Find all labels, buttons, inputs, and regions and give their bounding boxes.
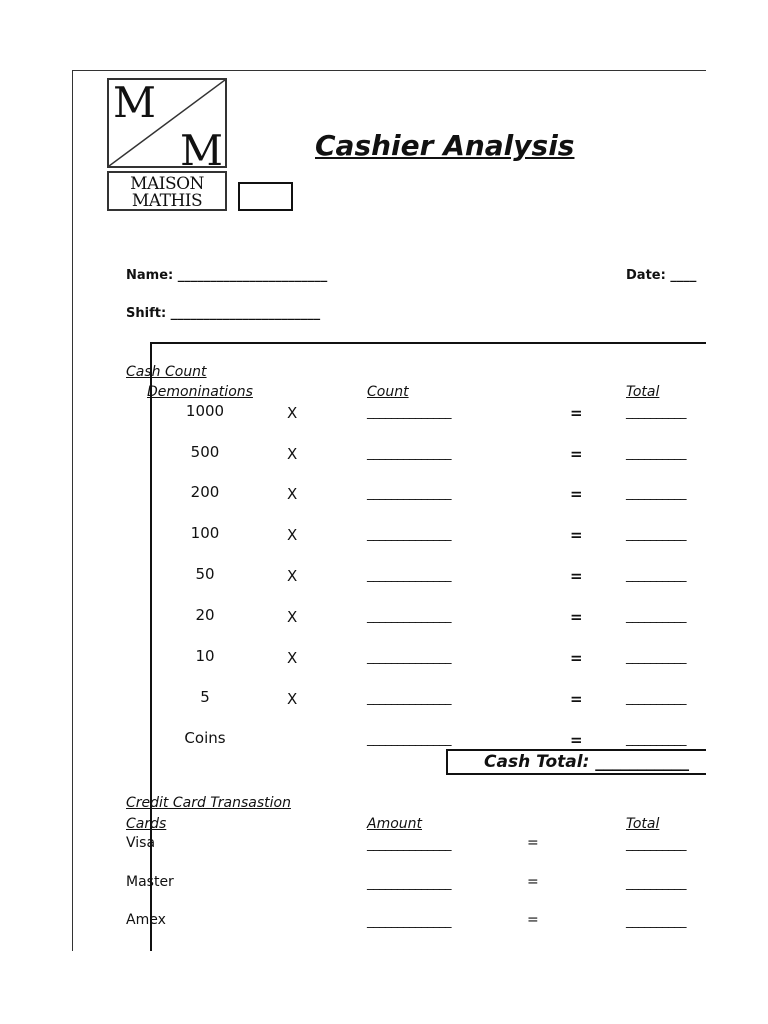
credit-card-title: Credit Card Transastion bbox=[126, 795, 291, 811]
maison-mathis-logo bbox=[107, 78, 227, 211]
total-input[interactable]: __________ bbox=[626, 876, 686, 891]
amount-input[interactable]: ______________ bbox=[367, 876, 451, 891]
count-input[interactable]: ______________ bbox=[367, 732, 451, 747]
equals-sign: = bbox=[570, 608, 583, 626]
count-input[interactable]: ______________ bbox=[367, 650, 451, 665]
multiply-sign: X bbox=[287, 608, 298, 626]
cash-count-title: Cash Count bbox=[126, 364, 207, 380]
logo-monogram-box bbox=[107, 78, 227, 175]
equals-sign: = bbox=[570, 485, 583, 503]
logo-monogram-bottom: M bbox=[179, 126, 221, 175]
count-input[interactable]: ______________ bbox=[367, 527, 451, 542]
total-input[interactable]: __________ bbox=[626, 914, 686, 929]
total-input[interactable]: __________ bbox=[626, 732, 686, 747]
denomination-label: 100 bbox=[190, 524, 220, 542]
col-denominations-header: Demoninations bbox=[147, 384, 253, 400]
equals-sign: = bbox=[570, 526, 583, 544]
logo-name-line2: MATHIS bbox=[131, 191, 203, 211]
equals-sign: = bbox=[570, 731, 583, 749]
total-input[interactable]: __________ bbox=[626, 527, 686, 542]
total-input[interactable]: __________ bbox=[626, 837, 686, 852]
total-input[interactable]: __________ bbox=[626, 486, 686, 501]
page-title: Cashier Analysis bbox=[315, 129, 575, 162]
equals-sign: = bbox=[570, 404, 583, 422]
amount-input[interactable]: ______________ bbox=[367, 837, 451, 852]
denomination-label: 5 bbox=[200, 688, 210, 706]
col-total-header: Total bbox=[626, 816, 660, 832]
col-amount-header: Amount bbox=[367, 816, 423, 832]
multiply-sign: X bbox=[287, 404, 298, 422]
total-input[interactable]: __________ bbox=[626, 691, 686, 706]
equals-sign: = bbox=[527, 912, 539, 928]
multiply-sign: X bbox=[287, 567, 298, 585]
equals-sign: = bbox=[527, 874, 539, 890]
cash-total-label[interactable]: Cash Total: ___________ bbox=[484, 752, 689, 772]
date-field[interactable]: Date: ____ bbox=[626, 268, 697, 283]
empty-box bbox=[238, 182, 293, 211]
count-input[interactable]: ______________ bbox=[367, 446, 451, 461]
form-page bbox=[72, 70, 706, 951]
amount-input[interactable]: ______________ bbox=[367, 914, 451, 929]
card-label: Amex bbox=[126, 912, 166, 928]
shift-field[interactable]: Shift: _______________________ bbox=[126, 306, 321, 321]
equals-sign: = bbox=[570, 567, 583, 585]
denomination-label: 10 bbox=[195, 647, 215, 665]
denomination-label: 200 bbox=[190, 483, 220, 501]
logo-monogram-top: M bbox=[113, 78, 155, 127]
total-input[interactable]: __________ bbox=[626, 405, 686, 420]
cash-total-box bbox=[446, 749, 706, 775]
col-total-header: Total bbox=[626, 384, 660, 400]
multiply-sign: X bbox=[287, 526, 298, 544]
denomination-label: 20 bbox=[195, 606, 215, 624]
equals-sign: = bbox=[570, 649, 583, 667]
total-input[interactable]: __________ bbox=[626, 446, 686, 461]
count-input[interactable]: ______________ bbox=[367, 405, 451, 420]
count-input[interactable]: ______________ bbox=[367, 486, 451, 501]
equals-sign: = bbox=[570, 690, 583, 708]
col-cards-header: Cards bbox=[126, 816, 167, 832]
equals-sign: = bbox=[527, 835, 539, 851]
equals-sign: = bbox=[570, 445, 583, 463]
multiply-sign: X bbox=[287, 690, 298, 708]
multiply-sign: X bbox=[287, 649, 298, 667]
card-label: Visa bbox=[126, 835, 156, 851]
multiply-sign: X bbox=[287, 485, 298, 503]
denomination-label: 1000 bbox=[185, 402, 225, 420]
total-input[interactable]: __________ bbox=[626, 650, 686, 665]
denomination-label: 50 bbox=[195, 565, 215, 583]
logo-name-box bbox=[107, 171, 227, 211]
count-input[interactable]: ______________ bbox=[367, 568, 451, 583]
count-input[interactable]: ______________ bbox=[367, 609, 451, 624]
logo-name-line1: MAISON bbox=[130, 174, 204, 194]
col-count-header: Count bbox=[367, 384, 409, 400]
count-input[interactable]: ______________ bbox=[367, 691, 451, 706]
total-input[interactable]: __________ bbox=[626, 609, 686, 624]
multiply-sign: X bbox=[287, 445, 298, 463]
card-label: Master bbox=[126, 874, 174, 890]
denomination-label: Coins bbox=[184, 729, 226, 747]
name-field[interactable]: Name: _______________________ bbox=[126, 268, 328, 283]
total-input[interactable]: __________ bbox=[626, 568, 686, 583]
denomination-label: 500 bbox=[190, 443, 220, 461]
